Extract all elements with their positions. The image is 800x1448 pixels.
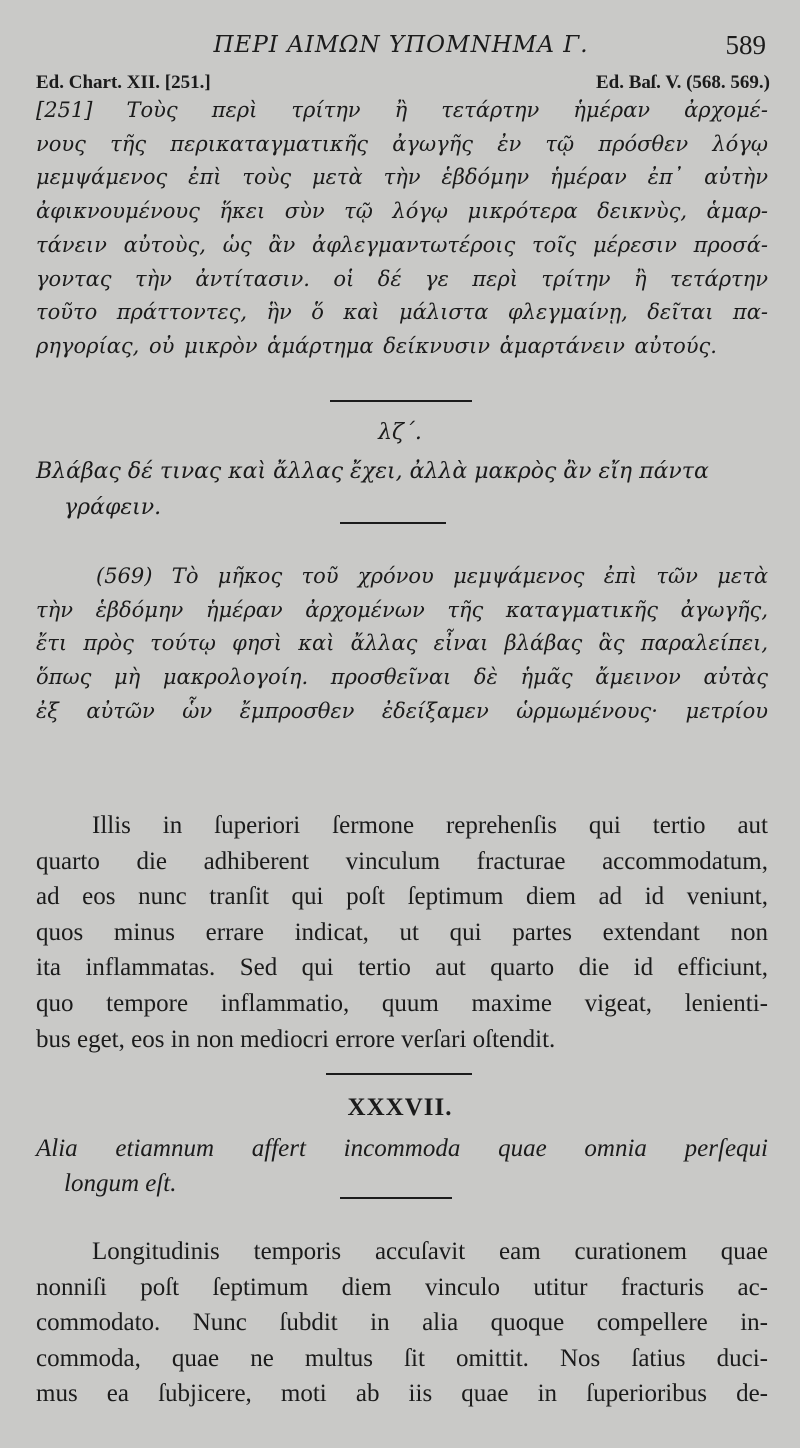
- edition-chartier: Ed. Chart. XII. [251.]: [36, 72, 211, 93]
- divider-rule: [330, 400, 472, 402]
- text-line: longum eſt.: [64, 1170, 177, 1197]
- text-line: Alia etiamnum affert incommoda quae omnia perſequi: [36, 1135, 768, 1162]
- text-line: μεμψάμενος ἐπὶ τοὺς μετὰ τὴν ἑβδόμην ἡμέραν ἐπ᾽ αὐτὴν: [36, 165, 768, 190]
- divider-rule: [326, 1073, 472, 1075]
- text-line: νους τῆς περικαταγματικῆς ἀγωγῆς ἐν τῷ πρόσθεν λόγῳ: [36, 131, 768, 156]
- running-header: [36, 30, 766, 70]
- divider-rule: [340, 1197, 452, 1199]
- text-line: commodato. Nunc ſubdit in alia quoque compellere in-: [36, 1309, 768, 1337]
- divider-rule: [340, 522, 446, 524]
- text-line: Βλάβας δέ τινας καὶ ἄλλας ἔχει, ἀλλὰ μακρὸς ἂν εἴη πάντα: [36, 459, 709, 484]
- text-line: Illis in ſuperiori ſermone reprehenſis qui tertio aut: [92, 812, 768, 839]
- text-line: τοῦτο πράττοντες, ἣν ὅ καὶ μάλιστα φλεγμαίνῃ, δεῖται πα-: [36, 300, 768, 325]
- text-line: (569) Τὸ μῆκος τοῦ χρόνου μεμψάμενος ἐπὶ τῶν μετὰ: [96, 564, 768, 588]
- running-title: ΠΕΡΙ ΑΙΜΩΝ ΥΠΟΜΝΗΜΑ Γ.: [213, 32, 589, 58]
- text-line: quarto die adhiberent vinculum fracturae accommodatum,: [36, 847, 768, 875]
- text-line: ὅπως μὴ μακρολογοίη. προσθεῖναι δὲ ἡμᾶς ἄμεινον αὐτὰς: [36, 665, 768, 690]
- greek-commentary-1: [36, 94, 768, 364]
- edition-basel: Ed. Baſ. V. (568. 569.): [595, 72, 770, 93]
- text-line: ita inflammatas. Sed qui tertio aut quarto die id efficiunt,: [36, 954, 768, 982]
- text-line: τάνειν αὐτοὺς, ὡς ἂν ἀφλεγμαντωτέροις τοῖς μέρεσιν προσά-: [36, 232, 768, 257]
- page-number: 589: [725, 30, 766, 60]
- latin-lemma: [36, 1131, 768, 1201]
- text-line: quos minus errare indicat, ut qui partes extendant non: [36, 918, 768, 946]
- text-line: quo tempore inflammatio, quum maxime vigeat, lenienti-: [36, 989, 768, 1017]
- text-line: γράφειν.: [64, 495, 162, 520]
- text-line: τὴν ἑβδόμην ἡμέραν ἀρχομένων τῆς καταγματικῆς ἀγωγῆς,: [36, 597, 768, 622]
- text-line: ἐξ αὐτῶν ὧν ἔμπροσθεν ἐδείξαμεν ὡρμωμένους· μετρίου: [36, 698, 768, 723]
- text-line: nonniſi poſt ſeptimum diem vinculo utitur fracturis ac-: [36, 1273, 768, 1301]
- text-line: [251] Τοὺς περὶ τρίτην ἢ τετάρτην ἡμέραν ἀρχομέ-: [36, 98, 768, 122]
- text-line: γοντας τὴν ἀντίτασιν. οἱ δέ γε περὶ τρίτην ἢ τετάρτην: [36, 266, 768, 291]
- greek-lemma: [36, 454, 768, 526]
- text-line: mus ea ſubjicere, moti ab iis quae in ſuperioribus de-: [36, 1380, 768, 1408]
- text-line: ἀφικνουμένους ἥκει σὺν τῷ λόγῳ μικρότερα δεικνὺς, ἁμαρ-: [36, 199, 768, 224]
- text-line: commoda, quae ne multus ſit omittit. Nos ſatius duci-: [36, 1344, 768, 1372]
- greek-commentary-2: [36, 560, 768, 729]
- latin-commentary-1: [36, 808, 768, 1057]
- text-line: Longitudinis temporis accuſavit eam curationem quae: [92, 1238, 768, 1265]
- text-line: ἔτι πρὸς τούτῳ φησὶ καὶ ἄλλας εἶναι βλάβας ἃς παραλείπει,: [36, 631, 768, 656]
- text-line: ρηγορίας, οὐ μικρὸν ἁμάρτημα δείκνυσιν ἁμαρτάνειν αὐτούς.: [36, 333, 717, 358]
- section-number-greek: λζ΄.: [378, 420, 422, 445]
- latin-commentary-2: [36, 1234, 768, 1412]
- text-line: bus eget, eos in non mediocri errore verſari oſtendit.: [36, 1025, 556, 1053]
- section-number-latin: XXXVII.: [347, 1094, 453, 1121]
- text-line: ad eos nunc tranſit qui poſt ſeptimum diem ad id veniunt,: [36, 883, 768, 911]
